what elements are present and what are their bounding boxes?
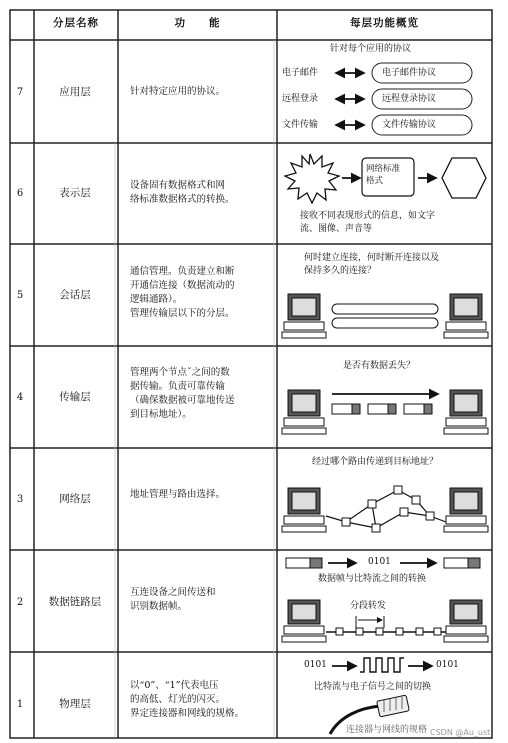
physical-caption: 比特流与电子信号之间的切换 xyxy=(314,682,432,692)
layer-function: 针对特定应用的协议。 xyxy=(130,86,226,97)
computer-icon xyxy=(444,390,488,434)
layer-number: 1 xyxy=(16,699,24,710)
transport-caption: 是否有数据丢失？ xyxy=(343,361,416,371)
presentation-caption: 接收不同表现形式的信息，如文字 流、图像、声音等 xyxy=(300,211,436,234)
computer-icon xyxy=(282,390,326,434)
computer-icon xyxy=(444,294,488,338)
layer-function: 通信管理。负责建立和断 开通信连接（数据流动的 逻辑通路）。 管理传输层以下的分层。 xyxy=(130,266,235,319)
network-diagram xyxy=(280,476,490,544)
layer-name: 会话层 xyxy=(59,289,91,301)
layer-function: 以“0”、“1”代表电压 的高低、灯光的闪灭。 界定连接器和网线的规格。 xyxy=(130,680,245,719)
hexagon-icon xyxy=(442,158,486,198)
transport-diagram xyxy=(280,380,490,442)
app-row-right: 远程登录协议 xyxy=(382,94,437,104)
layer-number: 2 xyxy=(16,597,24,608)
network-caption: 经过哪个路由传递到目标地址？ xyxy=(312,457,439,467)
computer-icon xyxy=(282,294,326,338)
computer-icon xyxy=(282,600,326,642)
layer-function: 设备固有数据格式和网 络标准数据格式的转换。 xyxy=(130,180,235,205)
header-function: 功 能 xyxy=(174,17,221,29)
session-diagram xyxy=(280,290,490,342)
physical-bits-right: 0101 xyxy=(436,660,459,670)
app-row-left: 文件传输 xyxy=(282,120,319,130)
app-row-left: 电子邮件 xyxy=(282,68,319,78)
layer-number: 5 xyxy=(16,290,24,301)
layer-name: 物理层 xyxy=(59,698,91,710)
app-row-left: 远程登录 xyxy=(282,94,319,104)
layer-function: 互连设备之间传送和 识别数据帧。 xyxy=(130,587,216,612)
layer-number: 3 xyxy=(16,494,24,505)
layer-name: 应用层 xyxy=(59,86,91,98)
header-layer-name: 分层名称 xyxy=(53,17,99,29)
layer-function: 地址管理与路由选择。 xyxy=(130,489,226,500)
app-row-right: 文件传输协议 xyxy=(382,120,437,130)
layer-number: 6 xyxy=(16,188,24,199)
layer-function: 管理两个节点ˇ之间的数 据传输。负责可靠传输 （确保数据被可靠地传送 到目标地址）。 xyxy=(130,367,235,420)
physical-bits-left: 0101 xyxy=(304,660,327,670)
physical-cut-caption: 连接器与网线的规格 xyxy=(346,725,428,735)
datalink-forward-label: 分段转发 xyxy=(350,601,387,611)
app-overview-title: 针对每个应用的协议 xyxy=(330,44,412,54)
computer-icon xyxy=(444,600,488,642)
header-overview: 每层功能概览 xyxy=(350,17,419,29)
layer-name: 传输层 xyxy=(59,391,91,403)
standard-format-box: 网络标准 格式 xyxy=(366,164,401,186)
signal-wave-icon xyxy=(360,658,404,672)
layer-name: 数据链路层 xyxy=(48,596,102,608)
layer-name: 表示层 xyxy=(59,187,91,199)
layer-name: 网络层 xyxy=(59,493,91,505)
starburst-icon xyxy=(285,154,339,203)
computer-icon xyxy=(282,488,326,532)
app-row-right: 电子邮件协议 xyxy=(382,68,437,78)
computer-icon xyxy=(444,488,488,532)
datalink-caption: 数据帧与比特流之间的转换 xyxy=(318,574,427,584)
datalink-bits: 0101 xyxy=(368,557,391,567)
session-caption: 何时建立连接，何时断开连接以及 保持多久的连接？ xyxy=(304,253,440,276)
layer-number: 7 xyxy=(16,87,24,98)
layer-number: 4 xyxy=(16,392,24,403)
watermark: CSDN @Au_ust xyxy=(430,728,491,737)
